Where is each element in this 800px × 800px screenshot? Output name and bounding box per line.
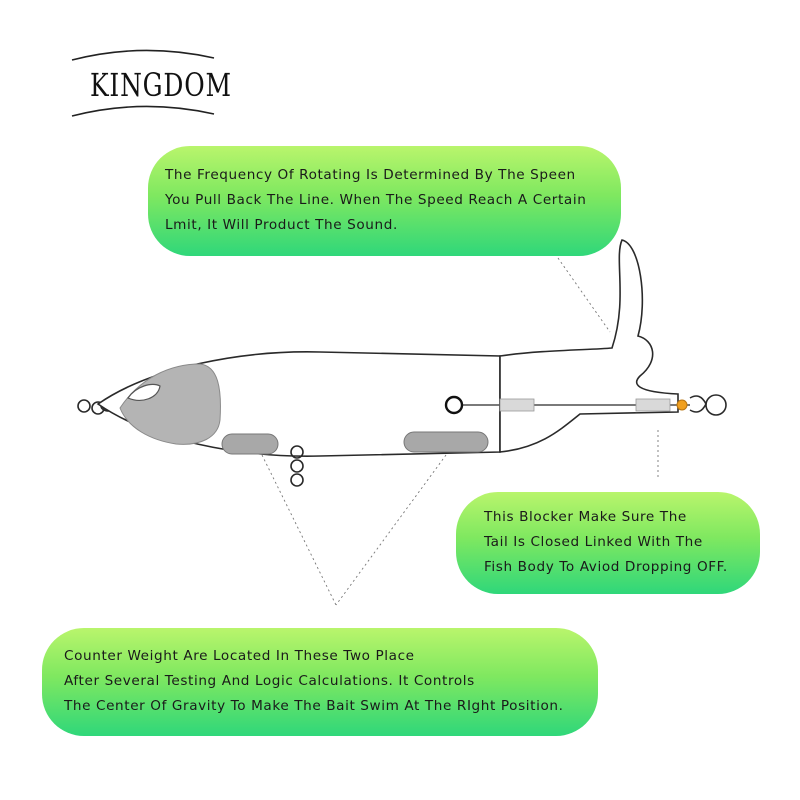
callout-weights-line: Counter Weight Are Located In These Two Place xyxy=(64,648,415,664)
blocker-bead xyxy=(677,400,687,410)
counter-weight-front xyxy=(222,434,278,454)
callout-blocker-line: Tail Is Closed Linked With The xyxy=(484,534,703,550)
callout-rotation-line: The Frequency Of Rotating Is Determined By The Speen xyxy=(165,167,576,183)
callout-rotation-line: Lmit, It Will Product The Sound. xyxy=(165,217,398,233)
leader-line-weight-front xyxy=(262,455,336,605)
callout-weights xyxy=(42,628,598,736)
callout-rotation xyxy=(148,146,621,256)
leader-line-tail xyxy=(558,258,610,332)
tail-propeller xyxy=(500,240,678,452)
brand-logo: KINGDOM xyxy=(90,66,232,104)
callout-blocker-line: Fish Body To Aviod Dropping OFF. xyxy=(484,559,728,575)
lure-head-patch xyxy=(120,364,220,444)
shaft-sleeve-rear xyxy=(636,399,670,411)
callout-blocker xyxy=(456,492,760,594)
counter-weight-rear xyxy=(404,432,488,452)
callout-weights-line: After Several Testing And Logic Calculations. It Controls xyxy=(64,673,475,689)
callout-rotation-line: You Pull Back The Line. When The Speed Reach A Certain xyxy=(165,192,587,208)
shaft-sleeve-front xyxy=(500,399,534,411)
leader-line-weight-rear xyxy=(336,455,446,605)
shaft-eyelet xyxy=(446,397,462,413)
rear-eye-ring xyxy=(690,395,726,415)
callout-weights-line: The Center Of Gravity To Make The Bait Swim At The RIght Position. xyxy=(64,698,564,714)
callout-blocker-line: This Blocker Make Sure The xyxy=(484,509,687,525)
